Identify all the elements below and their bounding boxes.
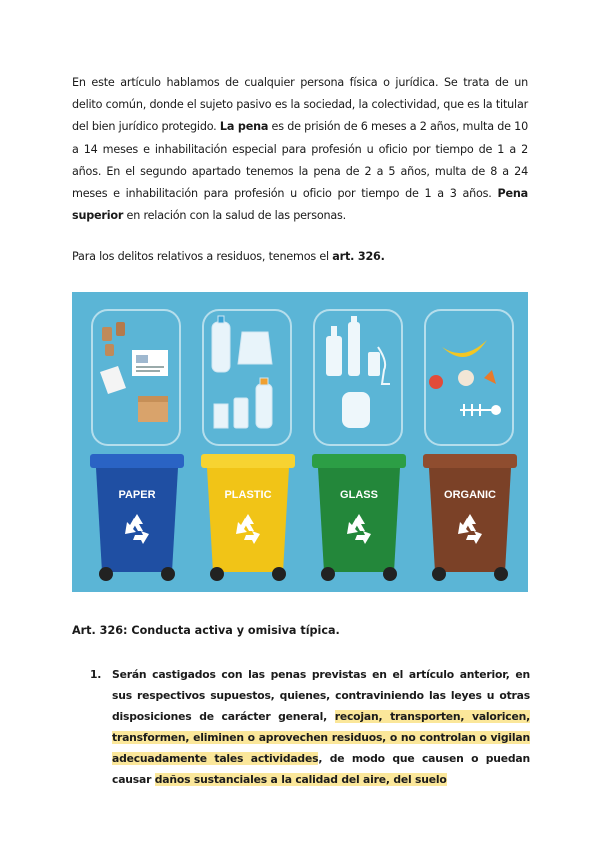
bold-term-pena-superior: Pena superior [72,187,528,223]
article-list [90,664,530,790]
bin-paper [90,454,184,581]
highlighted-text: recojan, transporten, valoricen, transformen, eliminen o aprovechen residuos, o no controlan o vigilan adecuadamente tales actividades [112,710,530,765]
paragraph-text: es de prisión de 6 meses a 2 años, multa de 10 a 14 meses e inhabilitación especial para profesión u oficio por tiempo de 1 a 2 años. En el segundo apartado tenemos la pena de 2 a 5 años, multa de 8 a 24 meses e inhabilitación para profesión u oficio por tiempo de 1 a 3 años. [72,120,528,201]
paragraph-text: Para los delitos relativos a residuos, tenemos el [72,250,333,263]
bin-label-paper: PAPER [118,489,156,501]
highlighted-text: daños sustanciales a la calidad del aire, del suelo [154,773,447,786]
list-item [90,664,530,790]
paragraph-penalties [72,72,528,227]
paragraph-text: En este artículo hablamos de cualquier persona física o jurídica. Se trata de un delito común, donde el sujeto pasivo es la sociedad, la colectividad, que es la titular del bien jurídico protegido. [72,76,528,134]
bin-label-glass: GLASS [340,489,378,501]
recycling-bins-illustration [72,292,528,592]
bin-glass [312,454,406,581]
bin-label-organic: ORGANIC [444,489,496,501]
paragraph-text: en relación con la salud de las personas. [123,209,347,223]
bold-article-ref: art. 326. [332,250,385,263]
bin-organic [423,454,517,581]
list-text: Serán castigados con las penas previstas en el artículo anterior, en sus respectivos supuestos, quienes, contraviniendo las leyes u otras disposiciones de carácter general, [112,668,530,723]
bold-term-la-pena: La pena [219,120,269,134]
list-text: , de modo que causen o puedan causar [112,752,531,786]
paragraph-intro-art326 [72,246,528,268]
list-number: 1. [90,668,102,681]
bin-plastic [201,454,295,581]
bin-label-plastic: PLASTIC [224,489,272,501]
section-heading: Art. 326: Conducta activa y omisiva típica. [72,624,340,637]
